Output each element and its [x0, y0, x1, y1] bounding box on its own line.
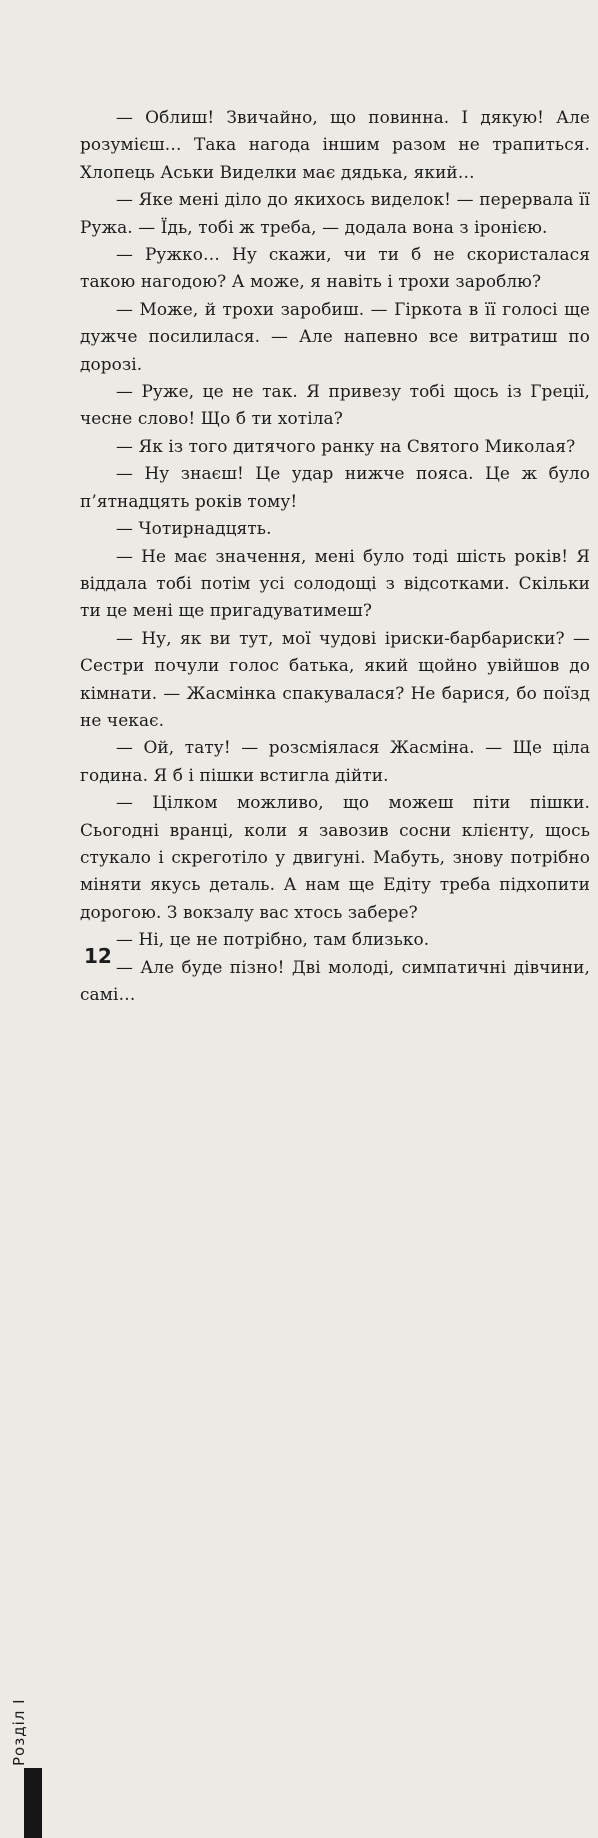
paragraph: — Ой, тату! — розсміялася Жасміна. — Ще ціла година. Я б і пішки встигла дійти.: [80, 737, 590, 785]
body-text: [80, 104, 590, 1008]
page-number: 12: [84, 944, 112, 968]
paragraph: — Ружко… Ну скажи, чи ти б не скористалася такою нагодою? А може, я навіть і трохи зароблю?: [80, 244, 590, 292]
paragraph: — Ні, це не потрібно, там близько.: [116, 929, 430, 950]
paragraph: — Яке мені діло до якихось виделок! — перервала її Ружа. — Їдь, тобі ж треба, — додала вона з іронією.: [80, 189, 590, 237]
paragraph: — Руже, це не так. Я привезу тобі щось із Греції, чесне слово! Що б ти хотіла?: [80, 381, 590, 429]
paragraph: — Як із того дитячого ранку на Святого Миколая?: [116, 435, 576, 456]
chapter-side-tab: [0, 838, 58, 1766]
paragraph: — Може, й трохи заробиш. — Гіркота в її голосі ще дужче посилилася. — Але напевно все витратиш по дорозі.: [80, 298, 590, 374]
paragraph: — Ну знаєш! Це удар нижче пояса. Це ж було п’ятнадцять років тому!: [80, 463, 590, 511]
chapter-label: Розділ I: [10, 1698, 28, 1766]
paragraph: — Облиш! Звичайно, що повинна. І дякую! Але розумієш… Така нагода іншим разом не трапиться. Хлопець Аськи Виделки має дядька, який…: [80, 107, 590, 182]
paragraph: — Не має значення, мені було тоді шість років! Я віддала тобі потім усі солодощі з відсотками. Скільки ти це мені ще пригадуватимеш?: [80, 545, 590, 621]
paragraph: — Чотирнадцять.: [116, 518, 272, 539]
chapter-tab-bar: [24, 1768, 42, 1838]
paragraph: — Але буде пізно! Дві молоді, симпатичні дівчини, самі…: [80, 956, 590, 1004]
paragraph: — Цілком можливо, що можеш піти пішки. Сьогодні вранці, коли я завозив сосни клієнту, щось стукало і скреготіло у двигуні. Мабуть, знову потрібно міняти якусь деталь. А нам ще Едіту треба підхопити дорогою. З вокзалу вас хтось забере?: [80, 792, 590, 922]
paragraph: — Ну, як ви тут, мої чудові іриски-барбариски? — Сестри почули голос батька, який щойно увійшов до кімнати. — Жасмінка спакувалася? Не барися, бо поїзд не чекає.: [80, 627, 590, 730]
